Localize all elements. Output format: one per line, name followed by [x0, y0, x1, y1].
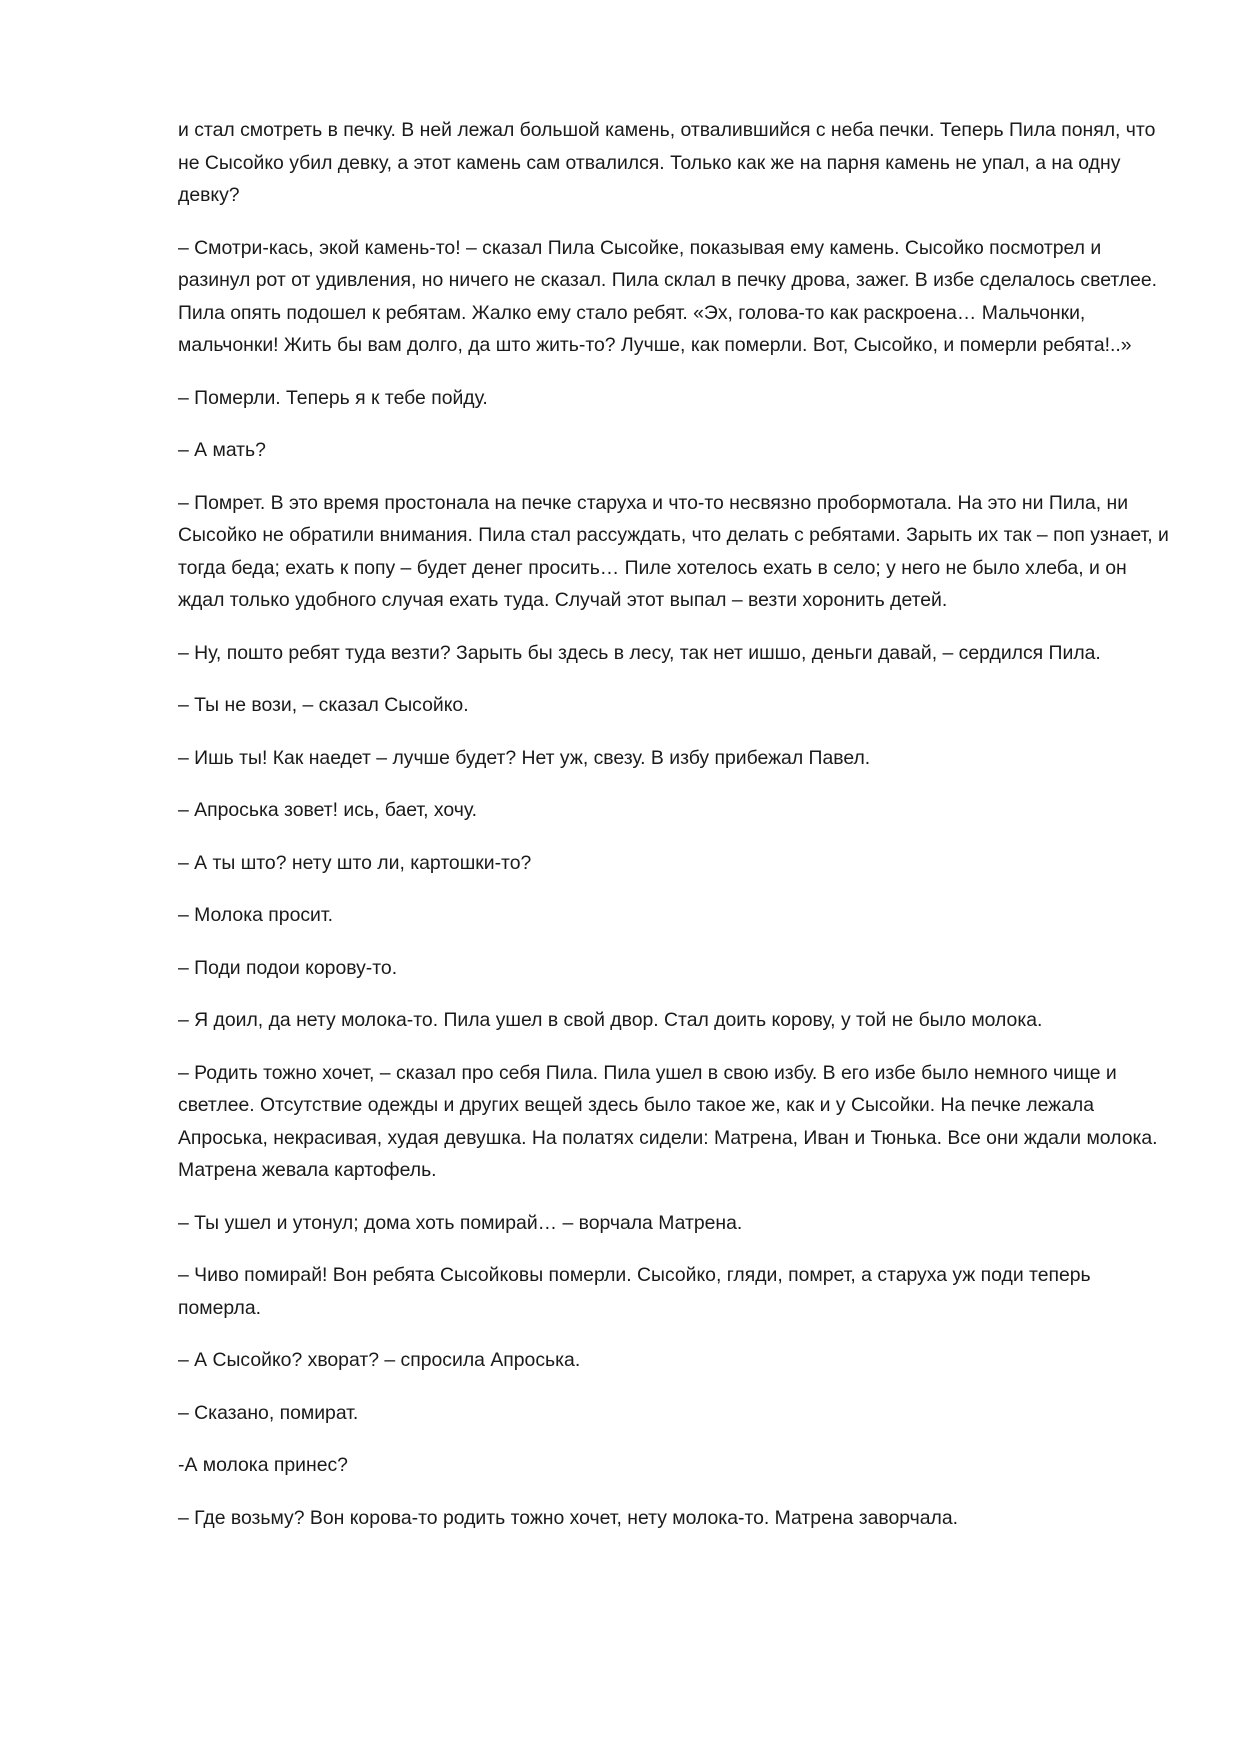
paragraph: и стал смотреть в печку. В ней лежал большой камень, отвалившийся с неба печки. Теперь Пила понял, что не Сысойко убил девку, а этот камень сам отвалился. Только как же на парня камень не упал, а на одну девку? [178, 119, 1156, 206]
paragraph: – Ну, пошто ребят туда везти? Зарыть бы здесь в лесу, так нет ишшо, деньги давай, – сердился Пила. [178, 641, 1101, 664]
paragraph: – Родить тожно хочет, – сказал про себя Пила. Пила ушел в свою избу. В его избе было немного чище и светлее. Отсутствие одежды и других вещей здесь было такое же, как и у Сысойки. На печке лежала Апроська, некрасивая, худая девушка. На полатях сидели: Матрена, Иван и Тюнька. Все они ждали молока. Матрена жевала картофель. [178, 1061, 1158, 1181]
paragraph: – Ты ушел и утонул; дома хоть помирай… – ворчала Матрена. [178, 1211, 743, 1234]
paragraph: – Ишь ты! Как наедет – лучше будет? Нет уж, свезу. В избу прибежал Павел. [178, 746, 871, 769]
paragraph: – Молока просит. [178, 904, 334, 926]
paragraph: – А Сысойко? хворат? – спросила Апроська. [178, 1349, 581, 1371]
text-body [178, 114, 1178, 1554]
paragraph: – Померли. Теперь я к тебе пойду. [178, 386, 488, 409]
paragraph: – Чиво помирай! Вон ребята Сысойковы померли. Сысойко, гляди, помрет, а старуха уж поди теперь померла. [178, 1264, 1091, 1319]
paragraph: – А мать? [178, 439, 266, 461]
paragraph: – Апроська зовет! ись, бает, хочу. [178, 799, 477, 821]
paragraph: – А ты што? нету што ли, картошки-то? [178, 851, 532, 874]
paragraph: – Где возьму? Вон корова-то родить тожно хочет, нету молока-то. Матрена заворчала. [178, 1506, 959, 1529]
paragraph: – Поди подои корову-то. [178, 956, 398, 979]
paragraph: – Ты не вози, – сказал Сысойко. [178, 694, 469, 716]
paragraph: -А молока принес? [178, 1454, 348, 1476]
paragraph: – Помрет. В это время простонала на печке старуха и что-то несвязно пробормотала. На это ни Пила, ни Сысойко не обратили внимания. Пила стал рассуждать, что делать с ребятами. Зарыть их так – поп узнает, и тогда беда; ехать к попу – будет денег просить… Пиле хотелось ехать в село; у него не было хлеба, и он ждал только удобного случая ехать туда. Случай этот выпал – везти хоронить детей. [178, 491, 1169, 611]
paragraph: – Я доил, да нету молока-то. Пила ушел в свой двор. Стал доить корову, у той не было молока. [178, 1009, 1043, 1031]
paragraph: – Смотри-кась, экой камень-то! – сказал Пила Сысойке, показывая ему камень. Сысойко посмотрел и разинул рот от удивления, но ничего не сказал. Пила склал в печку дрова, зажег. В избе сделалось светлее. Пила опять подошел к ребятам. Жалко ему стало ребят. «Эх, голова-то как раскроена… Мальчонки, мальчонки! Жить бы вам долго, да што жить-то? Лучше, как померли. Вот, Сысойко, и померли ребята!..» [178, 236, 1158, 356]
paragraph: – Сказано, помират. [178, 1401, 359, 1424]
